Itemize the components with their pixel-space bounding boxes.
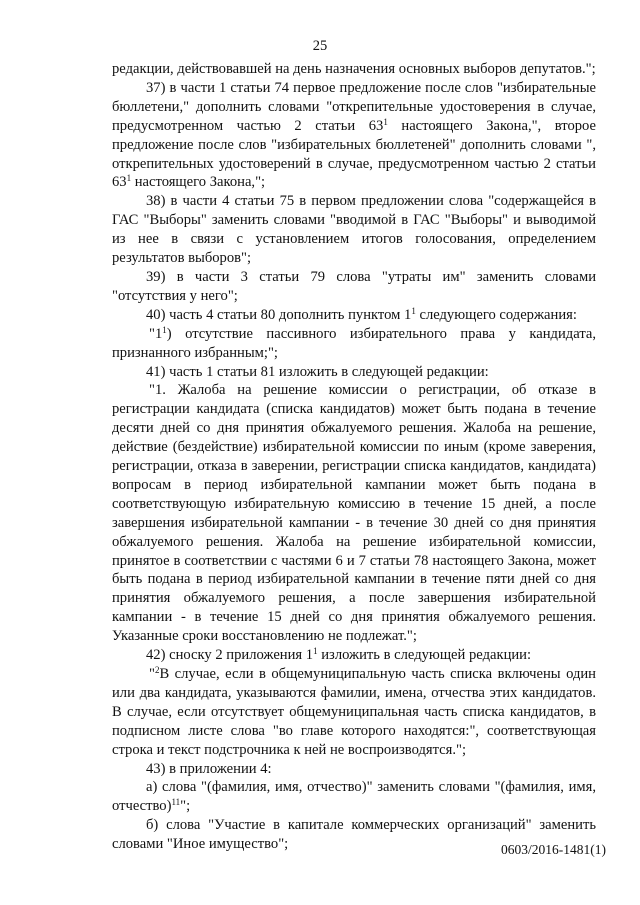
paragraph-item-40: 40) часть 4 статьи 80 дополнить пунктом $1^1$ следующего содержания:	[146, 305, 577, 323]
document-id: 0603/2016-1481(1)	[501, 842, 606, 857]
paragraph-quote-footnote: "$^2$В случае, если в общемуниципальную часть списка включены один или два кандидата, указываются фамилии, имена, отчества этих кандидатов. В случае, если отсутствует общемуниципальная часть списка кандидатов, в подписном листе слова "во главе которого находятся:", соответствующая строка и текст подстрочника к ней не воспроизводятся.";	[112, 665, 596, 758]
paragraph-item-43: 43) в приложении 4:	[146, 760, 272, 777]
paragraph-item-41: 41) часть 1 статьи 81 изложить в следующей редакции:	[146, 363, 489, 380]
paragraph-item-39: 39) в части 3 статьи 79 слова "утраты им" заменить словами "отсутствия у него";	[112, 268, 596, 304]
paragraph-subitem-b: б) слова "Участие в капитале коммерческих организаций" заменить словами "Иное имущество";	[112, 817, 596, 853]
paragraph-item-37: 37) в части 1 статьи 74 первое предложение после слов "избирательные бюллетени," дополнить словами "открепительные удостоверения в случае, предусмотренном частью 2 статьи $63^1$ настоящего Закона,", второе предложение после слов "избирательных бюллетеней" дополнить словами ", открепительных удостоверений в случае, предусмотренном частью 2 статьи $63^1$ настоящего Закона,";	[112, 79, 596, 191]
paragraph-continuation: редакции, действовавшей на день назначения основных выборов депутатов.";	[112, 61, 596, 77]
paragraph-item-42: 42) сноску 2 приложения $1^1$ изложить в следующей редакции:	[146, 646, 532, 664]
page-number: 25	[312, 38, 328, 54]
paragraph-quote-1-1: "$1^1$) отсутствие пассивного избирательного права у кандидата, признанного избранным;";	[112, 324, 596, 361]
paragraph-item-38: 38) в части 4 статьи 75 в первом предложении слова "содержащейся в ГАС "Выборы" заменить словами "вводимой в ГАС "Выборы" и выводимой из нее в связи с установлением итогов голосования, определением результатов выборов";	[112, 193, 596, 267]
paragraph-quote-complaint: "1. Жалоба на решение комиссии о регистрации, об отказе в регистрации кандидата (списка кандидатов) может быть подана в течение десяти дней со дня принятия обжалуемого решения. Жалоба на решение, действие (бездействие) избирательной комиссии по иным (кроме заверения, регистрации, отказа в заверении, регистрации списка кандидатов, кандидата) вопросам в период избирательной кампании может быть подана в соответствующую избирательную комиссию в течение 15 дней, а после завершения избирательной кампании - в течение 30 дней со дня принятия обжалуемого решения. Жалоба на решение избирательной комиссии, принятое в соответствии с частями 6 и 7 статьи 78 настоящего Закона, может быть подана в период избирательной кампании в течение пяти дней со дня принятия обжалуемого решения, а после завершения избирательной кампании - в течение 15 дней со дня принятия обжалуемого решения. Указанные сроки восстановлению не подлежат.";	[112, 382, 596, 645]
paragraph-subitem-a: а) слова "(фамилия, имя, отчество)" заменить словами "(фамилия, имя, отчество)$^{11}$";	[112, 779, 596, 815]
document-body	[112, 60, 596, 854]
